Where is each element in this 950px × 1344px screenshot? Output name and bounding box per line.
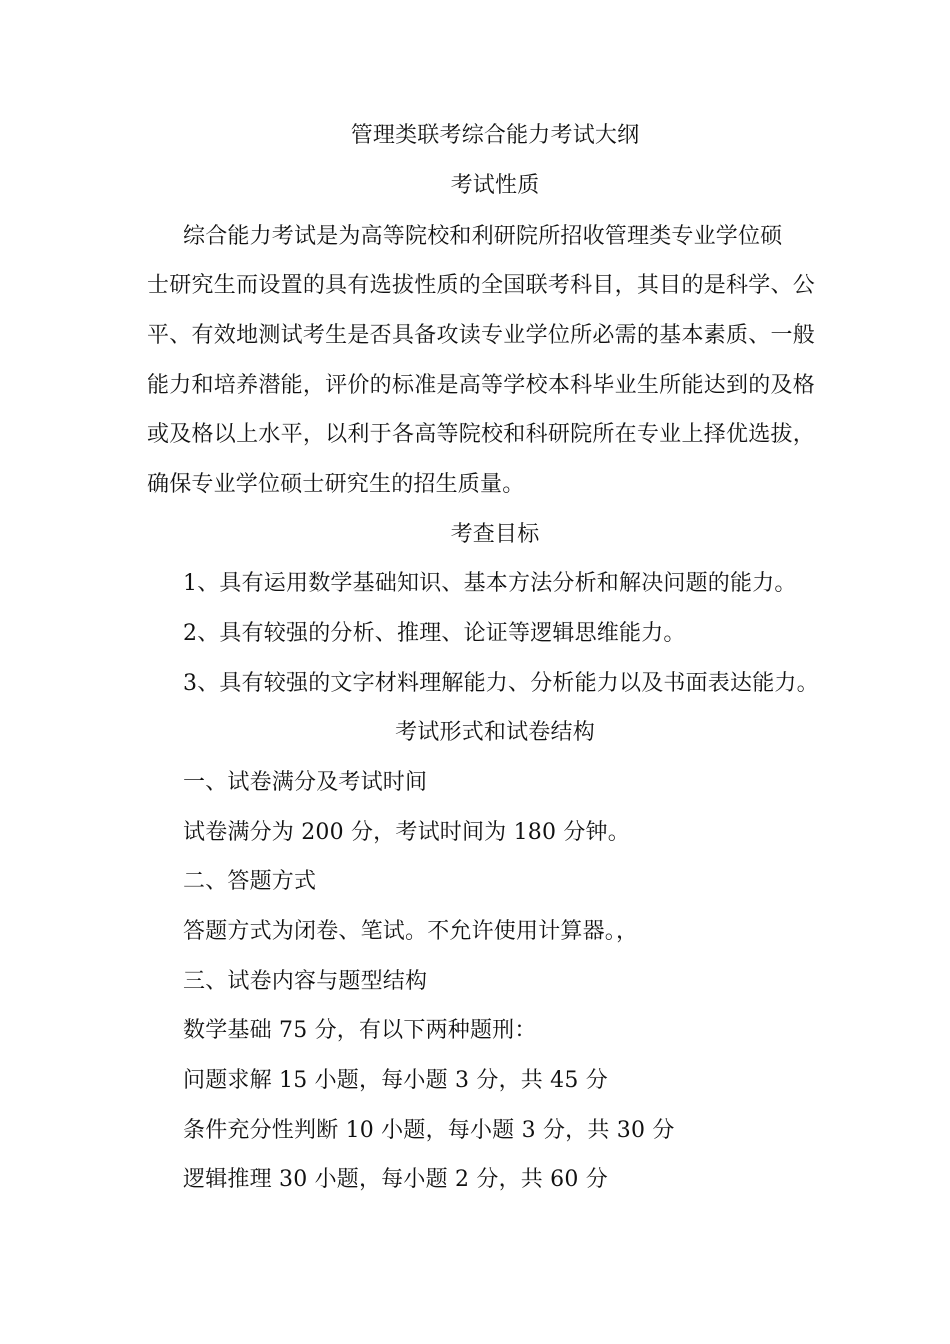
subsection-text: 答题方式为闭卷、笔试。不允许使用计算器。， — [183, 919, 639, 944]
subsection-text: 问题求解 15 小题，每小题 3 分，共 45 分 — [183, 1068, 608, 1093]
goal-item: 1、具有运用数学基础知识、基本方法分析和解决问题的能力。 — [183, 571, 797, 596]
paragraph-line: 能力和培养潜能，评价的标准是高等学校本科毕业生所能达到的及格 — [147, 373, 815, 398]
subsection-text: 试卷满分为 200 分，考试时间为 180 分钟。 — [183, 820, 630, 845]
subsection-heading: 一、试卷满分及考试时间 — [183, 770, 428, 795]
paragraph-line: 士研究生而设置的具有选拔性质的全国联考科目，其目的是科学、公 — [147, 273, 815, 298]
subsection-text: 逻辑推理 30 小题，每小题 2 分，共 60 分 — [183, 1167, 608, 1192]
document-title: 管理类联考综合能力考试大纲 — [350, 123, 640, 148]
subsection-heading: 二、答题方式 — [183, 869, 317, 894]
paragraph-line: 确保专业学位硕士研究生的招生质量。 — [147, 472, 525, 497]
section-heading-goals: 考查目标 — [450, 522, 540, 547]
paragraph-line: 综合能力考试是为高等院校和利研院所招收管理类专业学位硕 — [183, 224, 783, 249]
goal-item: 2、具有较强的分析、推理、论证等逻辑思维能力。 — [183, 621, 686, 646]
paragraph-line: 平、有效地测试考生是否具备攻读专业学位所必需的基本素质、一般 — [147, 323, 815, 348]
section-heading-format: 考试形式和试卷结构 — [395, 720, 595, 745]
subsection-heading: 三、试卷内容与题型结构 — [183, 969, 428, 994]
subsection-text: 数学基础 75 分，有以下两种题刑： — [183, 1018, 537, 1043]
paragraph-line: 或及格以上水平，以利于各高等院校和科研院所在专业上择优选拔， — [147, 422, 815, 447]
goal-item: 3、具有较强的文字材料理解能力、分析能力以及书面表达能力。 — [183, 671, 819, 696]
subsection-text: 条件充分性判断 10 小题，每小题 3 分，共 30 分 — [183, 1118, 675, 1143]
section-heading-nature: 考试性质 — [450, 173, 540, 198]
